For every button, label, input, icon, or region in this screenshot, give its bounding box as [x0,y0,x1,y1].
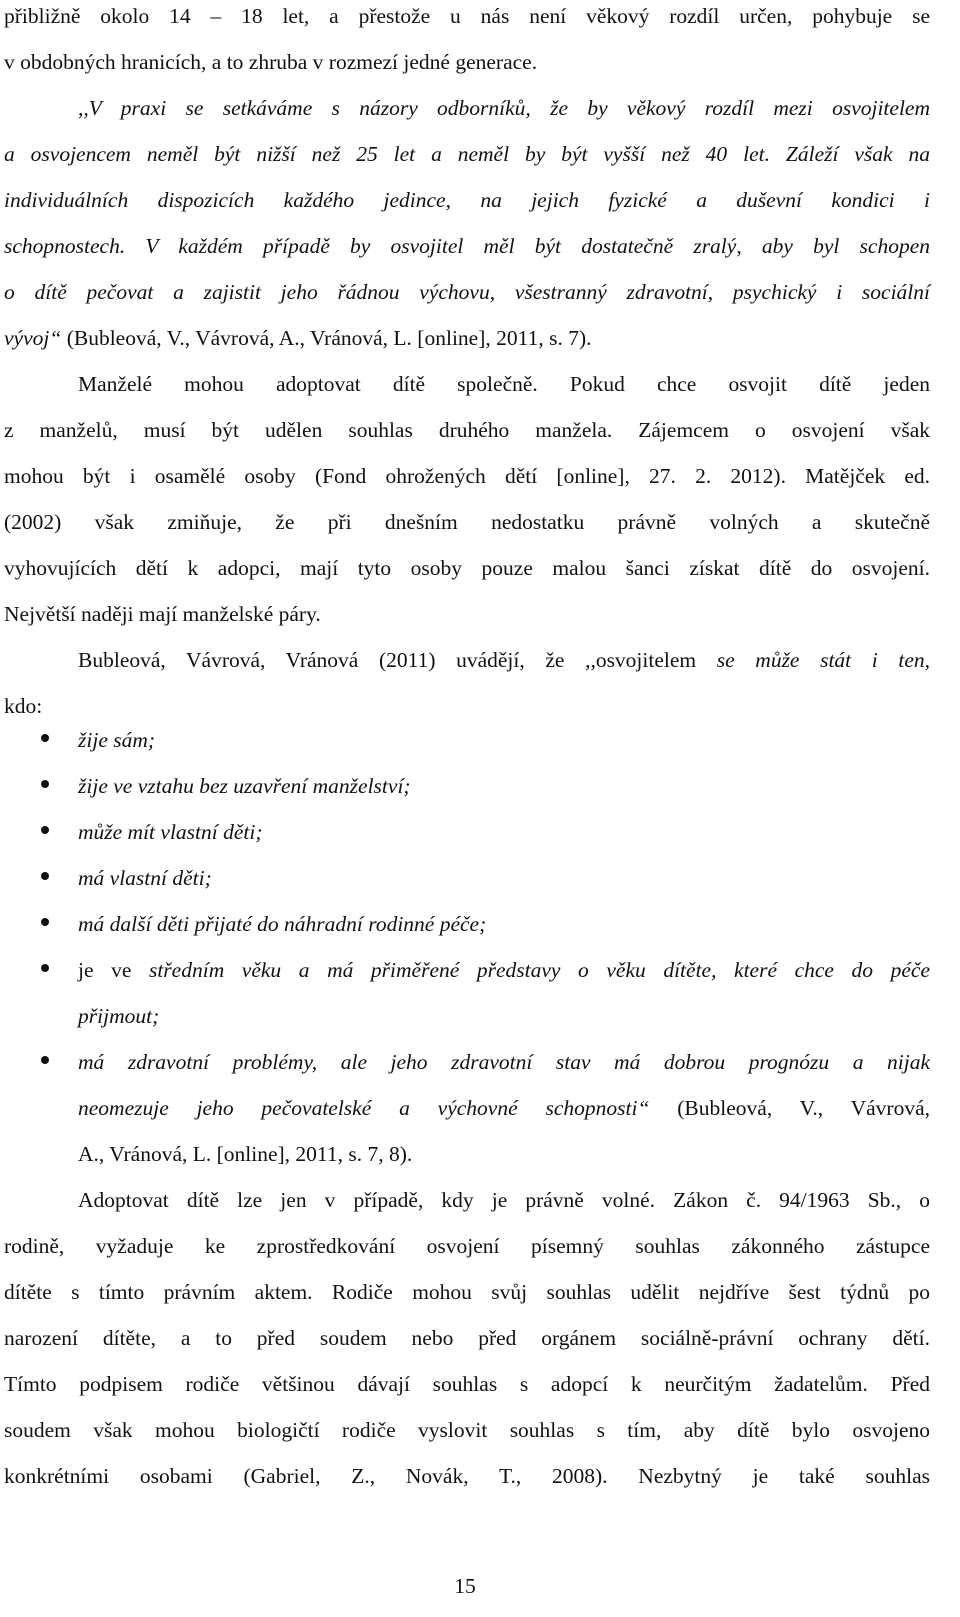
quote-line [4,186,930,214]
list-item-text: středním věku a má přiměřené představy o věku dítěte, které chce do péče [148,958,930,982]
list-item [78,910,930,938]
text-line: Adoptovat dítě lze jen v případě, kdy je právně volné. Zákon č. 94/1963 Sb., o [78,1188,930,1212]
list-item-text: neomezuje jeho pečovatelské a výchovné schopnosti“ [78,1096,650,1120]
quote-line [4,140,930,168]
bullet-icon [41,964,49,972]
list-item-text: může mít vlastní děti; [78,820,263,844]
list-item-text: má další děti přijaté do náhradní rodinné péče; [78,912,487,936]
citation: (Bubleová, V., Vávrová, [649,1096,930,1120]
text-line: přibližně okolo 14 – 18 let, a přestože u nás není věkový rozdíl určen, pohybuje se [4,4,930,28]
quote-text: o dítě pečovat a zajistit jeho řádnou výchovu, všestranný zdravotní, psychický i sociální [4,280,930,304]
list-item-text: má vlastní děti; [78,866,212,890]
text-line: kdo: [4,694,43,718]
bullet-icon [41,734,49,742]
list-item [78,818,930,846]
text-line [78,646,930,674]
list-item-text: je ve [78,958,149,982]
text-line: Největší naději mají manželské páry. [4,602,321,626]
bullet-icon [41,918,49,926]
quote-text: a osvojencem neměl být nižší než 25 let a neměl by být vyšší než 40 let. Záleží však na [4,142,930,166]
bullet-icon [41,872,49,880]
text-line: (2002) však zmiňuje, že při dnešním nedostatku právně volných a skutečně [4,510,930,534]
text-line: narození dítěte, a to před soudem nebo před orgánem sociálně-právní ochrany dětí. [4,1326,930,1350]
list-item-text: přijmout; [78,1004,160,1028]
citation: (Bubleová, V., Vávrová, A., Vránová, L. [online], 2011, s. 7). [61,326,592,350]
quote-line [4,278,930,306]
list-item-continuation [78,1094,930,1122]
quote-text: schopnostech. V každém případě by osvojitel měl být dostatečně zralý, aby byl schopen [4,234,930,258]
quote-line [4,232,930,260]
quote-text: ,,V praxi se setkáváme s názory odborníků, že by věkový rozdíl mezi osvojitelem [78,96,930,120]
text-line: z manželů, musí být udělen souhlas druhého manžela. Zájemcem o osvojení však [4,418,930,442]
quote-line [4,324,930,352]
text-line: vyhovujících dětí k adopci, mají tyto osoby pouze malou šanci získat dítě do osvojení. [4,556,930,580]
list-item-text: má zdravotní problémy, ale jeho zdravotní stav má dobrou prognózu a nijak [78,1050,930,1074]
text-line: mohou být i osamělé osoby (Fond ohrožených dětí [online], 27. 2. 2012). Matějček ed. [4,464,930,488]
text-line: Manželé mohou adoptovat dítě společně. Pokud chce osvojit dítě jeden [78,372,930,396]
text-line: konkrétními osobami (Gabriel, Z., Novák, T., 2008). Nezbytný je také souhlas [4,1464,930,1488]
bullet-icon [41,780,49,788]
quote-line [78,94,930,122]
quote-text: vývoj“ [4,326,62,350]
text-line: soudem však mohou biologičtí rodiče vyslovit souhlas s tím, aby dítě bylo osvojeno [4,1418,930,1442]
text-line: v obdobných hranicích, a to zhruba v rozmezí jedné generace. [4,50,538,74]
page-number: 15 [454,1574,476,1598]
bullet-icon [41,1056,49,1064]
list-item [78,956,930,984]
list-item [78,1048,930,1076]
text-line: Tímto podpisem rodiče většinou dávají souhlas s adopcí k neurčitým žadatelům. Před [4,1372,930,1396]
list-item-continuation [78,1002,960,1030]
list-item-text: žije sám; [78,728,156,752]
text-line: dítěte s tímto právním aktem. Rodiče mohou svůj souhlas udělit nejdříve šest týdnů po [4,1280,930,1304]
bullet-icon [41,826,49,834]
text-line: rodině, vyžaduje ke zprostředkování osvojení písemný souhlas zákonného zástupce [4,1234,930,1258]
list-item-continuation: A., Vránová, L. [online], 2011, s. 7, 8). [78,1142,413,1166]
text-normal: Bubleová, Vávrová, Vránová (2011) uvádějí, že ,,osvojitelem [78,648,717,672]
quote-text: se může stát i ten, [716,648,930,672]
list-item-text: žije ve vztahu bez uzavření manželství; [78,774,411,798]
quote-text: individuálních dispozicích každého jedince, na jejich fyzické a duševní kondici i [4,188,930,212]
list-item [78,726,930,754]
list-item [78,864,930,892]
list-item [78,772,930,800]
